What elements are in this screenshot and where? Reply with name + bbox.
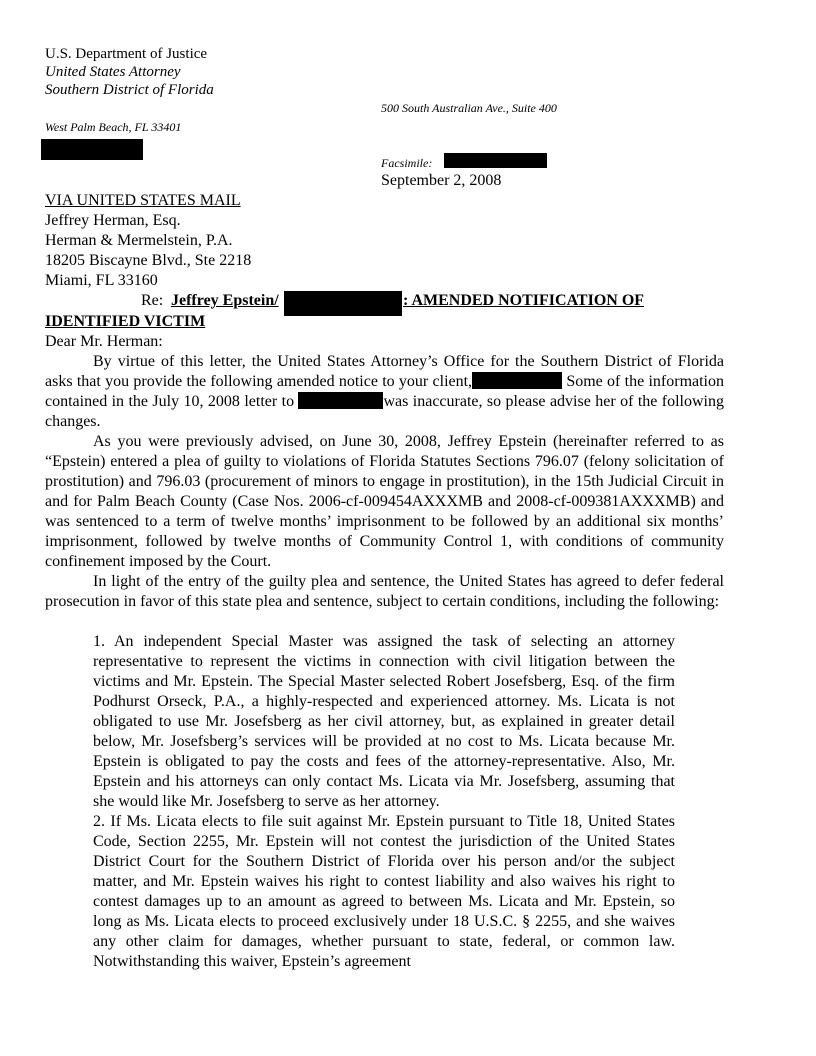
paragraph-2: As you were previously advised, on June 30, 2008, Jeffrey Epstein (hereinafter referred to as “Epstein) entered a plea of guilty to violations of Florida Statutes Sections 796.07 (felony solicitation of prostitution) and 796.03 (procurement of minors to engage in prostitution), in the 15th Judicial Circuit in and for Palm Beach County (Case Nos. 2006-cf-009454AXXXMB and 2008-cf-009381AXXXMB) and was sentenced to a term of twelve months’ imprisonment to be followed by an additional six months’ imprisonment, followed by twelve months of Community Control 1, with conditions of community confinement imposed by the Court. [45,433,724,570]
redaction-victim-name [284,291,402,316]
redaction-phone [41,139,143,160]
re-subject-part1: Jeffrey Epstein/ [171,292,279,309]
addressee-city: Miami, FL 33160 [45,272,158,289]
letter-date: September 2, 2008 [381,172,502,189]
paragraph-3: In light of the entry of the guilty plea and sentence, the United States has agreed to defer federal prosecution in favor of this state plea and sentence, subject to certain conditions, including the following: [45,573,724,610]
redaction-recipient-name [298,392,383,409]
district-name: Southern District of Florida [45,82,214,98]
city-address: West Palm Beach, FL 33401 [45,120,182,134]
list-item-2: 2. If Ms. Licata elects to file suit against Mr. Epstein pursuant to Title 18, United States Code, Section 2255, Mr. Epstein will not contest the jurisdiction of the United States District Court for the Southern District of Florida over his person and/or the subject matter, and Mr. Epstein waives his right to contest liability and also waives his right to contest damages up to an amount as agreed to between Ms. Licata and Mr. Epstein, so long as Ms. Licata elects to proceed exclusively under 18 U.S.C. § 2255, and she waives any other claim for damages, whether pursuant to state, federal, or common law. Notwithstanding this waiver, Epstein’s agreement [93,813,675,970]
street-address: 500 South Australian Ave., Suite 400 [381,101,557,115]
re-label: Re: [141,292,164,309]
office-name: United States Attorney [45,64,181,80]
re-subject-part2: : AMENDED NOTIFICATION OF [403,292,645,309]
redaction-client-name [472,372,562,389]
conditions-list [93,632,675,972]
paragraph-1 [45,352,724,432]
re-subject-part3: IDENTIFIED VICTIM [45,313,206,330]
delivery-method: VIA UNITED STATES MAIL [45,192,241,209]
letter-body [45,352,724,612]
paragraph-1-part-a: By virtue of this letter, the United States Attorney’s Office for the Southern District of Florida asks that you provide the following amended notice to your client, [45,353,724,390]
department-name: U.S. Department of Justice [45,46,208,62]
paragraph-1-part-c: was inaccurate, so please advise her of the following changes. [45,393,724,430]
addressee-firm: Herman & Mermelstein, P.A. [45,232,233,249]
fax-label: Facsimile: [381,156,433,170]
addressee-street: 18205 Biscayne Blvd., Ste 2218 [45,252,252,269]
salutation: Dear Mr. Herman: [45,333,163,350]
paragraph-1-part-b: Some of the information contained in the July 10, 2008 letter to [45,373,725,410]
list-item-1: 1. An independent Special Master was assigned the task of selecting an attorney representative to represent the victims in connection with civil litigation between the victims and Mr. Epstein. The Special Master selected Robert Josefsberg, Esq. of the firm Podhurst Orseck, P.A., a highly-respected and experienced attorney. Ms. Licata is not obligated to use Mr. Josefsberg as her civil attorney, but, as explained in greater detail below, Mr. Josefsberg’s services will be provided at no cost to Ms. Licata because Mr. Epstein is obligated to pay the costs and fees of the attorney-representative. Also, Mr. Epstein and his attorneys can only contact Ms. Licata via Mr. Josefsberg, assuming that she would like Mr. Josefsberg to serve as her attorney. [93,633,675,810]
addressee-name: Jeffrey Herman, Esq. [45,212,181,229]
redaction-fax [444,153,547,168]
